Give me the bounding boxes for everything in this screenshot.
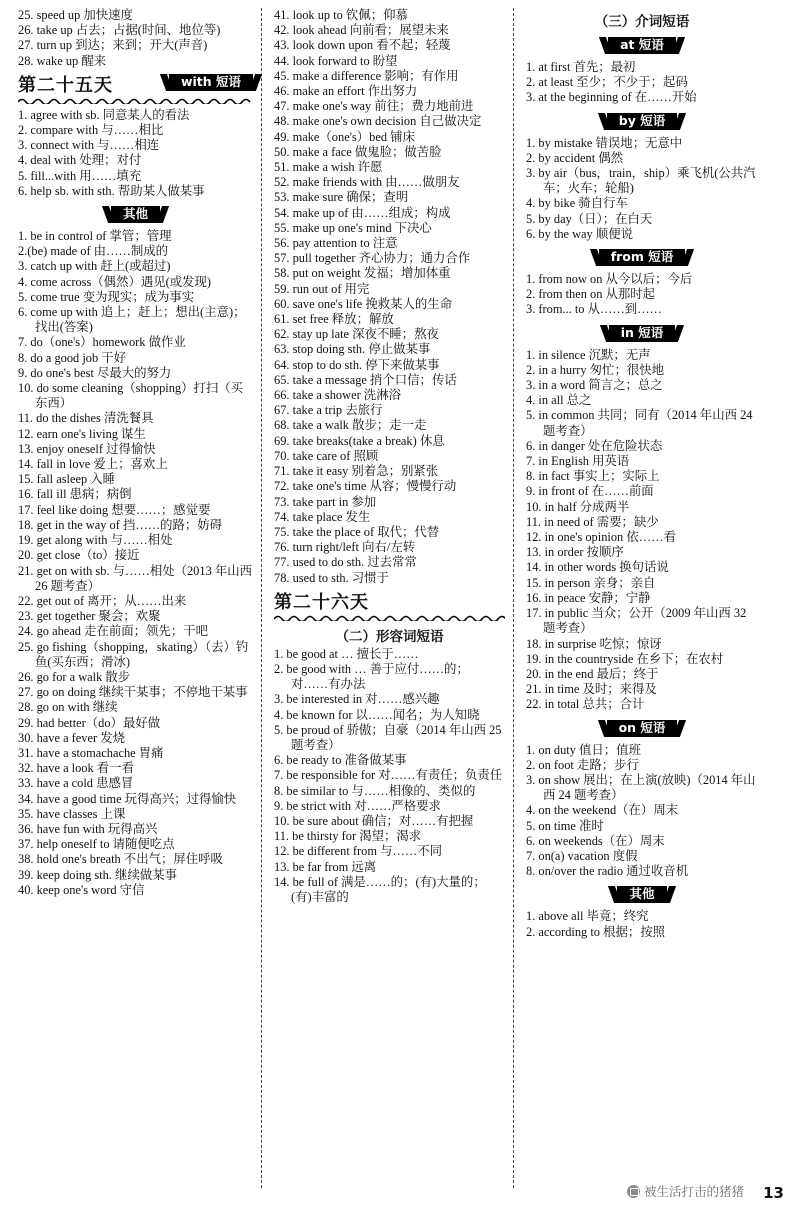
list-item: 53. make sure 确保；查明	[274, 190, 409, 205]
list-item: 2. from then on 从那时起	[526, 287, 656, 302]
list-item: 16. in peace 安静；宁静	[526, 590, 651, 605]
list-item: 54. make up of 由……组成；构成	[274, 205, 451, 220]
list-item: 22. in total 总共；合计	[526, 697, 645, 712]
list-item: 1. be good at … 擅长于……	[274, 646, 419, 661]
list-item: 6. on weekends（在）周末	[526, 833, 665, 848]
list-item: 66. take a shower 洗淋浴	[274, 388, 401, 403]
list-item: 3. connect with 与……相连	[18, 138, 160, 153]
list-item: 78. used to sth. 习惯于	[274, 570, 389, 585]
list-item: 45. make a difference 影响；有作用	[274, 68, 459, 83]
list-item: 2. by accident 偶然	[526, 150, 624, 165]
from-phrases-banner: from 短语	[599, 249, 686, 266]
in-phrase-list	[526, 348, 758, 713]
list-item: 14. in other words 换句话说	[526, 560, 669, 575]
watermark-text: 被生活打击的猪猪	[643, 1184, 744, 1199]
list-item: 9. be strict with 对……严格要求	[274, 798, 441, 813]
list-item: 13. in order 按顺序	[526, 545, 624, 560]
list-item: 7. do（one's）homework 做作业	[18, 335, 186, 350]
watermark	[627, 1182, 744, 1200]
list-item: 48. make one's own decision 自己做决定	[274, 114, 482, 129]
wavy-divider	[18, 97, 253, 104]
list-item: 50. make a face 做鬼脸；做苦脸	[274, 144, 442, 159]
list-item: 19. in the countryside 在乡下；在农村	[526, 651, 724, 666]
list-item: 34. have a good time 玩得高兴；过得愉快	[18, 791, 237, 806]
list-item: 40. keep one's word 守信	[18, 882, 145, 897]
list-item: 13. enjoy oneself 过得愉快	[18, 441, 156, 456]
list-item: 4. deal with 处理；对付	[18, 153, 142, 168]
list-item: 23. get together 聚会；欢聚	[18, 609, 161, 624]
col2-entry-list	[274, 8, 505, 586]
list-item: 64. stop to do sth. 停下来做某事	[274, 357, 440, 372]
list-item: 70. take care of 照顾	[274, 448, 379, 463]
list-item: 1. in silence 沉默；无声	[526, 347, 651, 362]
by-phrase-list	[526, 136, 758, 242]
list-item: 1. above all 毕竟；终究	[526, 909, 649, 924]
list-item: 32. have a look 看一看	[18, 761, 134, 776]
list-item: 74. take place 发生	[274, 509, 371, 524]
other-phrase-list-1	[18, 229, 253, 898]
list-item: 15. in person 亲身；亲自	[526, 575, 656, 590]
watermark-icon	[627, 1185, 640, 1198]
list-item: 1. from now on 从今以后；今后	[526, 272, 693, 287]
list-item: 11. in need of 需要；缺少	[526, 514, 659, 529]
list-item: 20. in the end 最后；终于	[526, 666, 659, 681]
day-title: 第二十五天	[18, 74, 113, 96]
list-item: 24. go ahead 走在前面；领先；干吧	[18, 624, 208, 639]
list-item: 73. take part in 参加	[274, 494, 377, 509]
list-item: 21. in time 及时；来得及	[526, 682, 657, 697]
list-item: 35. have classes 上课	[18, 806, 126, 821]
list-item: 8. in fact 事实上；实际上	[526, 469, 660, 484]
by-phrases-banner: by 短语	[607, 113, 677, 130]
list-item: 6. in danger 处在危险状态	[526, 438, 663, 453]
list-item: 2. at least 至少；不少于；起码	[526, 75, 688, 90]
list-item: 26. go for a walk 散步	[18, 669, 131, 684]
list-item: 20. get close（to）接近	[18, 548, 140, 563]
list-item: 8. on/over the radio 通过收音机	[526, 864, 689, 879]
list-item: 33. have a cold 患感冒	[18, 776, 134, 791]
list-item: 10. be sure about 确信；对……有把握	[274, 813, 474, 828]
by-banner-wrap	[526, 110, 758, 133]
list-item: 17. feel like doing 想要……；感觉要	[18, 502, 211, 517]
list-item: 29. had better（do）最好做	[18, 715, 161, 730]
list-item: 18. in surprise 吃惊；惊讶	[526, 636, 662, 651]
list-item: 5. fill...with 用……填充	[18, 168, 142, 183]
list-item: 27. turn up 到达；来到；开大(声音)	[18, 38, 208, 53]
column-1	[10, 8, 262, 1188]
list-item: 57. pull together 齐心协力；通力合作	[274, 251, 471, 266]
list-item: 68. take a walk 散步；走一走	[274, 418, 427, 433]
list-item: 56. pay attention to 注意	[274, 236, 398, 251]
with-phrases-banner: with 短语	[169, 74, 253, 91]
list-item: 3. at the beginning of 在……开始	[526, 90, 697, 105]
list-item: 5. come true 变为现实；成为事实	[18, 289, 195, 304]
list-item: 2. on foot 走路；步行	[526, 757, 639, 772]
at-phrases-banner: at 短语	[608, 37, 676, 54]
list-item: 49. make（one's）bed 铺床	[274, 129, 415, 144]
list-item: 61. set free 释放；解放	[274, 312, 394, 327]
list-item: 3. catch up with 赶上(或超过)	[18, 259, 171, 274]
list-item: 55. make up one's mind 下决心	[274, 220, 432, 235]
list-item: 72. take one's time 从容；慢慢行动	[274, 479, 457, 494]
list-item: 10. do some cleaning（shopping）打扫（买东西）	[18, 381, 244, 411]
column-2	[262, 8, 514, 1188]
other2-banner-wrap	[526, 883, 758, 906]
list-item: 5. in common 共同；同有（2014 年山西 24 题考查）	[526, 408, 753, 438]
list-item: 9. in front of 在……前面	[526, 484, 654, 499]
at-phrase-list	[526, 60, 758, 106]
list-item: 63. stop doing sth. 停止做某事	[274, 342, 431, 357]
list-item: 51. make a wish 许愿	[274, 160, 383, 175]
other-phrase-list-2	[526, 909, 758, 939]
list-item: 14. be full of 满是……的；(有)大量的；(有)丰富的	[274, 874, 486, 904]
list-item: 1. agree with sb. 同意某人的看法	[18, 107, 190, 122]
list-item: 77. used to do sth. 过去常常	[274, 555, 417, 570]
list-item: 4. be known for 以……闻名；为人知晓	[274, 707, 480, 722]
list-item: 65. take a message 捎个口信；传话	[274, 372, 457, 387]
day-title: 第二十六天	[274, 591, 369, 613]
col1-top-entries	[18, 8, 253, 69]
list-item: 1. on duty 值日；值班	[526, 742, 641, 757]
other-banner-wrap	[18, 203, 253, 226]
list-item: 44. look forward to 盼望	[274, 53, 398, 68]
list-item: 7. in English 用英语	[526, 454, 630, 469]
list-item: 6. be ready to 准备做某事	[274, 753, 407, 768]
list-item: 12. earn one's living 谋生	[18, 426, 146, 441]
list-item: 7. be responsible for 对……有责任；负责任	[274, 768, 503, 783]
list-item: 1. be in control of 掌管；管理	[18, 229, 172, 244]
in-banner-wrap	[526, 322, 758, 345]
three-column-layout	[10, 8, 790, 1188]
list-item: 21. get on with sb. 与……相处（2013 年山西 26 题考查）	[18, 563, 253, 593]
in-phrases-banner: in 短语	[609, 325, 676, 342]
list-item: 76. turn right/left 向右/左转	[274, 540, 416, 555]
list-item: 4. come across（偶然）遇见(或发现)	[18, 274, 212, 289]
list-item: 36. have fun with 玩得高兴	[18, 821, 158, 836]
list-item: 46. make an effort 作出努力	[274, 84, 418, 99]
list-item: 2.(be) made of 由……制成的	[18, 244, 169, 259]
with-phrase-list	[18, 108, 253, 199]
at-banner-wrap	[526, 34, 758, 57]
list-item: 2. according to 根据；按照	[526, 924, 666, 939]
list-item: 71. take it easy 别着急；别紧张	[274, 464, 439, 479]
list-item: 5. be proud of 骄傲；自豪（2014 年山西 25 题考查）	[274, 722, 502, 752]
list-item: 67. take a trip 去旅行	[274, 403, 383, 418]
list-item: 30. have a fever 发烧	[18, 730, 125, 745]
list-item: 9. do one's best 尽最大的努力	[18, 365, 172, 380]
list-item: 2. compare with 与……相比	[18, 123, 164, 138]
list-item: 25. go fishing（shopping，skating）（去）钓鱼(买东西；滑冰)	[18, 639, 249, 669]
list-item: 12. be different from 与……不同	[274, 844, 443, 859]
day-25-header	[18, 69, 253, 97]
list-item: 37. help oneself to 请随便吃点	[18, 837, 175, 852]
list-item: 58. put on weight 发福；增加体重	[274, 266, 451, 281]
list-item: 19. get along with 与……相处	[18, 533, 173, 548]
list-item: 59. run out of 用完	[274, 281, 370, 296]
list-item: 26. take up 占去；占据(时间、地位等)	[18, 23, 221, 38]
list-item: 1. by mistake 错误地；无意中	[526, 135, 683, 150]
list-item: 13. be far from 远离	[274, 859, 377, 874]
list-item: 8. do a good job 干好	[18, 350, 127, 365]
list-item: 18. get in the way of 挡……的路；妨碍	[18, 517, 223, 532]
list-item: 4. by bike 骑自行车	[526, 196, 628, 211]
list-item: 2. be good with … 善于应付……的；对……有办法	[274, 661, 469, 692]
list-item: 28. wake up 醒来	[18, 53, 107, 68]
list-item: 62. stay up late 深夜不睡；熬夜	[274, 327, 439, 342]
list-item: 10. in half 分成两半	[526, 499, 630, 514]
column-3	[514, 8, 766, 1188]
list-item: 27. go on doing 继续干某事；不停地干某事	[18, 685, 248, 700]
list-item: 16. fall ill 患病；病倒	[18, 487, 132, 502]
list-item: 41. look up to 钦佩；仰慕	[274, 8, 408, 22]
preposition-section-title: （三）介词短语	[594, 14, 690, 30]
list-item: 69. take breaks(take a break) 休息	[274, 433, 445, 448]
list-item: 12. in one's opinion 依……看	[526, 530, 676, 545]
list-item: 47. make one's way 前往；费力地前进	[274, 99, 474, 114]
list-item: 60. save one's life 挽救某人的生命	[274, 296, 453, 311]
list-item: 2. in a hurry 匆忙；很快地	[526, 362, 665, 377]
list-item: 5. on time 准时	[526, 818, 604, 833]
list-item: 38. hold one's breath 不出气；屏住呼吸	[18, 852, 223, 867]
list-item: 25. speed up 加快速度	[18, 8, 133, 22]
other-phrases-banner-2: 其他	[617, 886, 666, 903]
list-item: 4. on the weekend（在）周末	[526, 803, 679, 818]
day-26-header	[274, 586, 505, 614]
list-item: 3. in a word 简言之；总之	[526, 378, 663, 393]
list-item: 7. on(a) vacation 度假	[526, 848, 638, 863]
on-phrase-list	[526, 743, 758, 880]
list-item: 4. in all 总之	[526, 393, 592, 408]
list-item: 3. be interested in 对……感兴趣	[274, 692, 440, 707]
list-item: 14. fall in love 爱上；喜欢上	[18, 457, 168, 472]
list-item: 39. keep doing sth. 继续做某事	[18, 867, 178, 882]
list-item: 11. be thirsty for 渴望；渴求	[274, 829, 422, 844]
list-item: 6. by the way 顺便说	[526, 226, 634, 241]
wavy-divider	[274, 614, 505, 621]
list-item: 31. have a stomachache 胃痛	[18, 745, 164, 760]
from-banner-wrap	[526, 246, 758, 269]
list-item: 3. by air（bus，train，ship）乘飞机(公共汽车；火车；轮船)	[526, 166, 756, 196]
list-item: 8. be similar to 与……相像的、类似的	[274, 783, 476, 798]
on-phrases-banner: on 短语	[607, 720, 678, 737]
list-item: 6. come up with 追上；赶上；想出(主意)；找出(答案)	[18, 305, 246, 335]
list-item: 75. take the place of 取代；代替	[274, 524, 440, 539]
list-item: 3. on show 展出；在上演(放映)（2014 年山西 24 题考查）	[526, 772, 756, 803]
list-item: 52. make friends with 由……做朋友	[274, 175, 460, 190]
list-item: 1. at first 首先；最初	[526, 60, 636, 74]
list-item: 15. fall asleep 入睡	[18, 472, 116, 487]
adjective-section-title: （二）形容词短语	[335, 628, 444, 645]
list-item: 43. look down upon 看不起；轻蔑	[274, 38, 451, 53]
adjective-phrase-list	[274, 647, 505, 905]
list-item: 3. from... to 从……到……	[526, 302, 662, 317]
list-item: 42. look ahead 向前看；展望未来	[274, 23, 449, 38]
other-phrases-banner: 其他	[111, 206, 160, 223]
on-banner-wrap	[526, 717, 758, 740]
list-item: 28. go on with 继续	[18, 700, 118, 715]
from-phrase-list	[526, 272, 758, 318]
page-number: 13	[763, 1184, 784, 1202]
list-item: 22. get out of 离开；从……出来	[18, 593, 187, 608]
list-item: 6. help sb. with sth. 帮助某人做某事	[18, 183, 205, 198]
list-item: 5. by day（日）；在白天	[526, 211, 653, 226]
list-item: 17. in public 当众；公开（2009 年山西 32 题考查）	[526, 606, 747, 636]
list-item: 11. do the dishes 清洗餐具	[18, 411, 154, 426]
